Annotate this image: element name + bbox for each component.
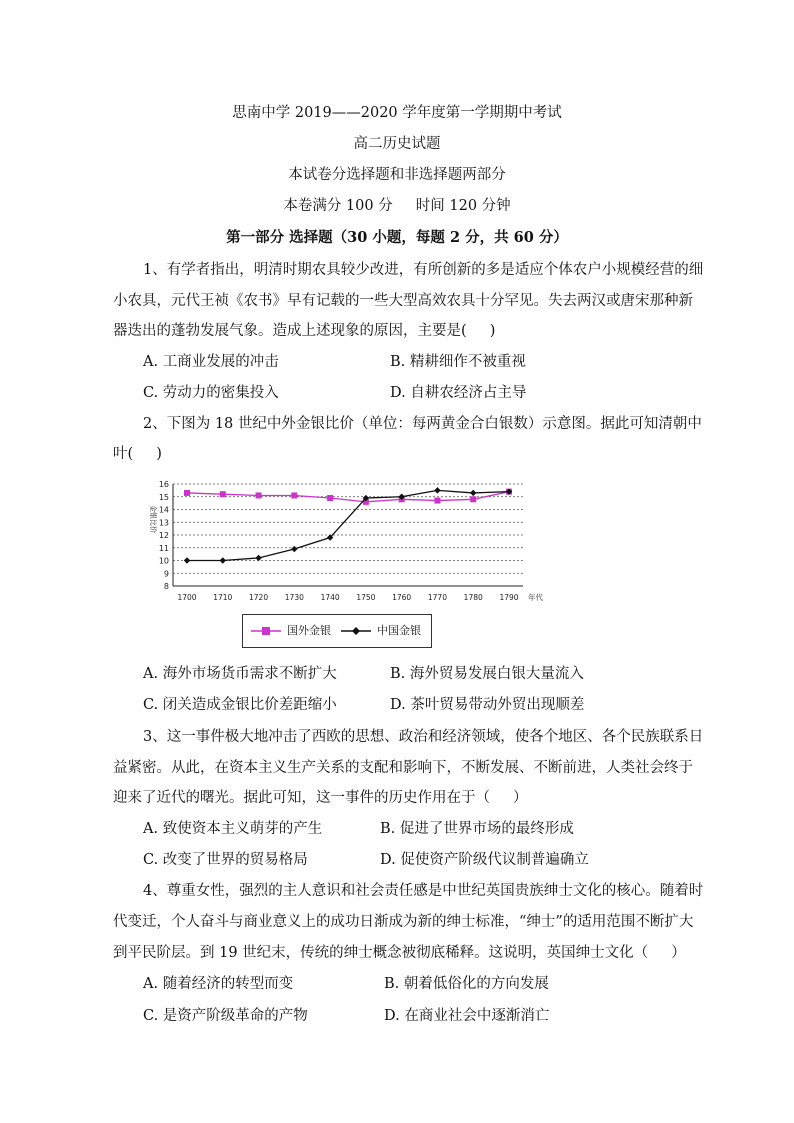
x-tick-label: 1790 (499, 593, 519, 602)
data-point-foreign (470, 496, 476, 502)
legend-china-marker-icon (341, 615, 371, 647)
question-2-line-1: 2、下图为 18 世纪中外金银比价（单位：每两黄金合白银数）示意图。据此可知清朝中 (143, 416, 702, 432)
data-point-foreign (327, 495, 333, 501)
question-4-option-c[interactable]: C. 是资产阶级革命的产物 (143, 1008, 308, 1024)
x-tick-label: 1740 (320, 593, 340, 602)
y-tick-label: 9 (163, 569, 169, 579)
exam-note: 本试卷分选择题和非选择题两部分 (288, 167, 506, 183)
question-3-option-b[interactable]: B. 促进了世界市场的最终形成 (380, 821, 574, 837)
data-point-china (220, 557, 226, 563)
question-1-line-3: 器迭出的蓬勃发展气象。造成上述现象的原因，主要是( ) (113, 323, 496, 339)
question-2-option-b[interactable]: B. 海外贸易发展白银大量流入 (390, 666, 584, 682)
exam-score-time: 本卷满分 100 分 时间 120 分钟 (283, 198, 511, 214)
x-tick-label: 1750 (356, 593, 376, 602)
data-point-foreign (220, 491, 226, 497)
exam-title: 思南中学 2019——2020 学年度第一学期期中考试 (232, 105, 562, 121)
x-tick-label: 1700 (177, 593, 197, 602)
x-tick-label: 1760 (392, 593, 412, 602)
x-tick-label: 1770 (427, 593, 447, 602)
y-tick-label: 15 (158, 492, 169, 502)
question-4-option-a[interactable]: A. 随着经济的转型而变 (143, 976, 294, 992)
x-tick-label: 1780 (463, 593, 483, 602)
y-tick-label: 14 (158, 505, 169, 515)
data-point-foreign (256, 492, 262, 498)
legend-china-label: 中国金银 (377, 624, 421, 637)
question-3-line-2: 益紧密。从此，在资本主义生产关系的支配和影响下，不断发展、不断前进，人类社会终于 (113, 760, 693, 776)
y-tick-label: 12 (158, 531, 169, 540)
question-2-option-d[interactable]: D. 茶叶贸易带动外贸出现顺差 (390, 697, 585, 713)
question-3-option-a[interactable]: A. 致使资本主义萌芽的产生 (143, 821, 323, 837)
section-title: 第一部分 选择题（30 小题，每题 2 分，共 60 分） (226, 229, 568, 246)
y-tick-label: 11 (158, 543, 169, 553)
question-1-option-b[interactable]: B. 精耕细作不被重视 (390, 354, 526, 370)
x-tick-label: 1730 (284, 593, 304, 602)
question-2-option-c[interactable]: C. 闭关造成金银比价差距缩小 (143, 697, 337, 713)
series-line-1 (187, 490, 509, 560)
y-tick-label: 8 (163, 582, 169, 591)
data-point-china (291, 546, 297, 552)
legend-foreign-marker-icon (251, 615, 281, 647)
question-1-option-d[interactable]: D. 自耕农经济占主导 (390, 385, 527, 401)
question-4-line-3: 到平民阶层。到 19 世纪末，传统的绅士概念被彻底稀释。这说明，英国绅士文化（ ） (113, 945, 686, 961)
data-point-foreign (434, 498, 440, 504)
question-2-line-2: 叶( ) (113, 446, 162, 462)
data-point-china (184, 557, 190, 563)
question-3-option-d[interactable]: D. 促使资产阶级代议制普遍确立 (380, 852, 589, 868)
y-tick-label: 13 (158, 518, 169, 528)
data-point-china (434, 487, 440, 493)
data-point-china (470, 490, 476, 496)
question-3-option-c[interactable]: C. 改变了世界的贸易格局 (143, 852, 308, 868)
data-point-china (255, 555, 261, 561)
question-3-line-3: 迎来了近代的曙光。据此可知，这一事件的历史作用在于（ ） (113, 790, 528, 806)
series-line-0 (187, 492, 509, 502)
x-axis-label: 年代 (528, 593, 543, 602)
question-4-line-1: 4、尊重女性，强烈的主人意识和社会责任感是中世纪英国贵族绅士文化的核心。随着时 (143, 883, 704, 899)
chart-legend (242, 614, 432, 648)
question-1-line-2: 小农具，元代王祯《农书》早有记载的一些大型高效农具十分罕见。失去两汉或唐宋那种新 (113, 293, 693, 309)
question-4-option-d[interactable]: D. 在商业社会中逐渐消亡 (384, 1008, 550, 1024)
gold-silver-ratio-chart (143, 476, 553, 608)
x-tick-label: 1710 (213, 593, 233, 602)
question-1-option-a[interactable]: A. 工商业发展的冲击 (143, 354, 279, 370)
question-2-option-a[interactable]: A. 海外市场货币需求不断扩大 (143, 666, 337, 682)
y-tick-label: 16 (158, 480, 169, 489)
y-axis-label: 金银比价 (149, 505, 157, 533)
data-point-foreign (184, 490, 190, 496)
question-4-line-2: 代变迁，个人奋斗与商业意义上的成功日渐成为新的绅士标准，“绅士”的适用范围不断扩大 (113, 914, 694, 930)
question-4-option-b[interactable]: B. 朝着低俗化的方向发展 (384, 976, 549, 992)
question-1-option-c[interactable]: C. 劳动力的密集投入 (143, 385, 279, 401)
question-3-line-1: 3、这一事件极大地冲击了西欧的思想、政治和经济领域，使各个地区、各个民族联系日 (143, 729, 704, 745)
data-point-foreign (291, 492, 297, 498)
exam-subject: 高二历史试题 (353, 136, 441, 152)
y-tick-label: 10 (158, 556, 169, 566)
question-1-line-1: 1、有学者指出，明清时期农具较少改进，有所创新的多是适应个体农户小规模经营的细 (143, 262, 704, 278)
x-tick-label: 1720 (249, 593, 269, 602)
legend-foreign-label: 国外金银 (287, 624, 331, 637)
